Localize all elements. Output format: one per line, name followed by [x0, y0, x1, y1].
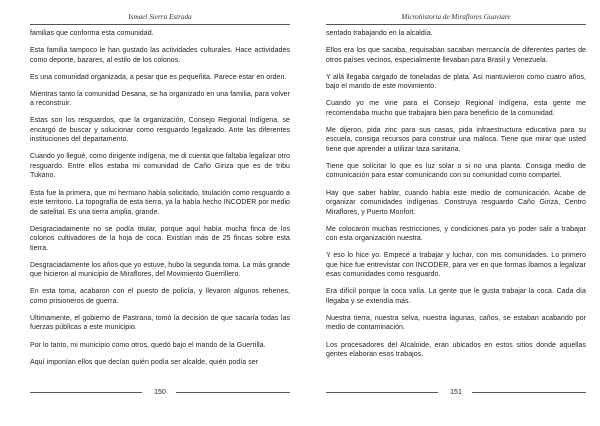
paragraph: Era difícil porque la coca valía. La gente que le gusta trabajar la coca. Cada día llegaba y se extendía más.: [326, 288, 586, 305]
paragraph: Los procesadores del Alcaloide, eran ubicados en estos sitios donde aquellas gentes elaboran esos trabajos.: [326, 341, 586, 359]
paragraph: En esta toma, acabaron con el puesto de policía, y llevaron algunos rehenes, como prisioneros de guerra.: [30, 288, 290, 305]
paragraph: Por lo tanto, mi municipio como otros, quedó bajo el mando de la Guerrilla.: [30, 341, 266, 349]
footer-rule-right: [176, 392, 290, 393]
paragraph: Me colocaron muchas restricciones, y condiciones para yo poder salir a trabajar con esta organización nuestra.: [326, 225, 586, 243]
paragraph: Es una comunidad organizada, a pesar que es pequeñita. Parece estar en orden.: [30, 73, 287, 81]
right-page-body: [326, 29, 586, 384]
paragraph: Y eso lo hice yo. Empecé a trabajar y luchar, con mis comunidades. Lo primero que hice fue entrevistar con INCODER, para ver en que formas íbamos a legalizar esas comunidades como resguardo.: [326, 252, 586, 279]
paragraph: sentado trabajando en la alcaldía.: [326, 30, 433, 37]
paragraph: Esta familia tampoco le han gustado las actividades culturales. Hace actividades como deporte, bazares, al estilo de los colonos.: [30, 47, 290, 64]
footer-rule-left: [326, 392, 438, 393]
paragraph: Cuando yo me vine para el Consejo Regional Indígena, esta gente me recomendaba mucho que trabajara bien para beneficio de la comunidad.: [326, 100, 586, 117]
header-rule: [30, 24, 290, 25]
paragraph: Aquí imponían ellos que decían quién podía ser alcalde, quién podía ser: [30, 358, 259, 366]
paragraph: Esta fue la primera, que mi hermano había solicitado, titulación como resguardo a este territorio. La topografía de esta tierra, ya la había hecho INCODER por medio de satelital. Es una tierra amplia, grande.: [30, 189, 290, 216]
paragraph: Tiene que solicitar lo que es luz solar o si no una planta. Consiga medio de comunicación para estar comunicando con su comunidad como compartel.: [326, 162, 586, 180]
running-head-author: Ismael Sierra Estrada: [128, 13, 192, 21]
paragraph: Mientras tanto la comunidad Desana, se ha organizado en una familia, para volver a reconstruir.: [30, 90, 290, 108]
right-page: [326, 0, 586, 426]
paragraph: Nuestra tierra, nuestra selva, nuestra lagunas, caños, se estaban acabando por medio de contaminación.: [326, 314, 586, 332]
footer-rule-left: [30, 392, 142, 393]
paragraph: Últimamente, el gobierno de Pastrana, tomó la decisión de que sacaría todas las fuerzas públicas a este municipio.: [30, 314, 290, 332]
footer-rule-right: [472, 392, 586, 393]
page-number: 151: [450, 389, 462, 396]
paragraph: Y allá llegaba cargado de toneladas de plata. Así mantuvieron como cuatro años, bajo el mando de este movimiento.: [326, 73, 586, 91]
paragraph: Desgraciadamente los años que yo estuve, hubo la segunda toma. La más grande que hicieron al municipio de Miraflores, del Movimiento Guerrillero.: [30, 261, 290, 279]
paragraph: Estas son los resguardos, que la organización, Consejo Regional Indígena, se encargó de buscar y solucionar como resguardo legalizado. Ante las diferentes instituciones del departamento.: [30, 117, 290, 144]
paragraph: familias que conforma esta comunidad.: [30, 30, 154, 37]
left-page-body: [30, 29, 290, 384]
left-page: [30, 0, 290, 426]
paragraph: Me dijeron, pida zinc para sus casas, pida infraestructura educativa para su escuela, consiga recursos para construir una maloca. Tiene que mirar que usted tiene que aprender a utilizar taza sanitaria.: [326, 126, 586, 153]
header-rule: [326, 24, 586, 25]
paragraph: Hay que saber hablar, cuando había este medio de comunicación. Acabe de organizar comunidades indígenas. Construya resguardo Caño Giriza, Centro Miraflores, y Puerto Monfort.: [326, 189, 586, 216]
page-number: 150: [154, 389, 166, 396]
paragraph: Cuando yo llegué, como dirigente indígena, me di cuenta que faltaba legalizar otro resguardo. Entre ellos estaba mi comunidad de Caño Giriza que es de tribu Tukano.: [30, 153, 290, 180]
paragraph: Ellos era los que sacaba, requisaban sacaban mercancía de diferentes partes de otros países vecinos, especialmente llevaban para Brasil y Venezuela.: [326, 47, 586, 64]
running-head-title: Microhistoria de Miraflores Guaviare: [401, 13, 511, 21]
paragraph: Desgraciadamente no se podía titular, porque aquí había mucha finca de los colonos cultivadores de la hoja de coca. Existían más de 25 fincas sobre esta tierra.: [30, 225, 290, 252]
